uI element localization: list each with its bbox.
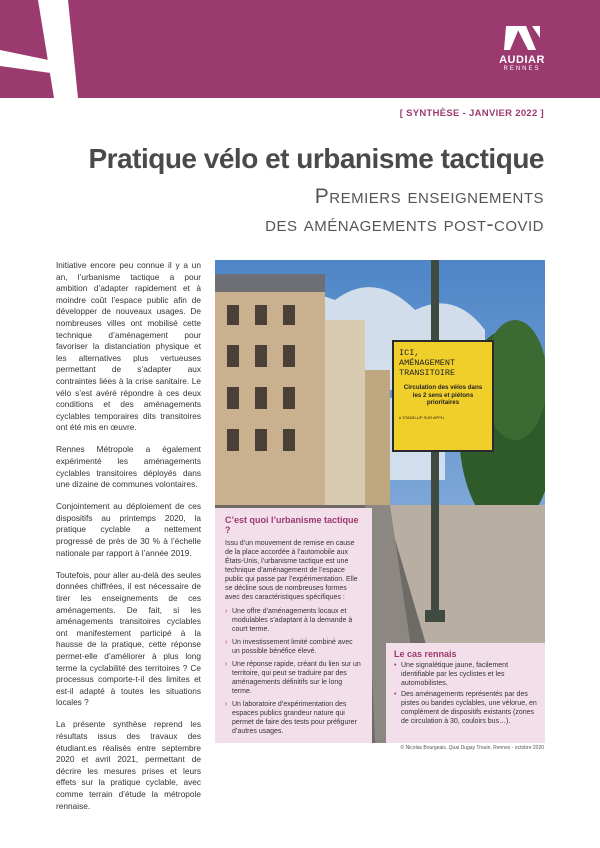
sign-footer: # STAND-UP SUR APPLI [399,414,445,420]
box2-list [394,662,537,727]
sign-title-line-3: TRANSITOIRE [399,368,456,378]
subtitle-line-2: des aménagements post-covid [265,213,544,236]
photo-credit: © Nicolas Bourgeais, Quai Dugay Trouin, Rennes - octobre 2020 [400,745,544,751]
audiar-logo [496,24,548,72]
logo-subtitle: RENNES [503,66,541,72]
logo-mark-icon [502,24,542,52]
box2-heading: Le cas rennais [394,649,457,659]
paragraph-4: Toutefois, pour aller au-delà des seules données chiffrées, il est nécessaire de tirer les enseignements de ces aménagements. De fait, si les aménagements transitoires cyclables ont manifestement participé à la hausse de la pratique, cette réponse permet-elle d’améliorer à plus long terme la cyclabilité des territoires ? Ce processus comporte-t-il des limites et est-il adapté à toutes les situations locales ? [56,569,201,708]
tactical-urbanism-box [215,508,372,743]
subtitle-line-1: Premiers enseignements [314,185,544,208]
list-item: • Une signalétique jaune, facilement identifiable par les cyclistes et les automobilistes. [394,662,537,688]
paragraph-5: La présente synthèse reprend les résultats issus des travaux des étudiant.es réalisés entre septembre 2020 et avril 2021, permettant de décrire les mesures prises et leurs effets sur la pratique cyclable, avec comme terrain d’étude la métropole rennaise. [56,719,201,811]
box1-list [225,607,362,736]
box1-intro: Issu d’un mouvement de remise en cause de la place accordée à l’automobile aux États-Unis, l’urbanisme tactique est une technique d’aménagement de l’espace public qui passe par l’expérimentation. Elle se décline sous de nombreuses formes avec des caractéristiques spécifiques : [225,540,358,601]
list-item: › Un laboratoire d’expérimentation des espaces publics grandeur nature qui permet de faire des tests pour préfigurer d’autres usages. [225,700,362,736]
page-subtitle [265,183,544,239]
sign-body: Circulation des vélos dans les 2 sens et piétons prioritaires [403,384,483,406]
list-item: › Un investissement limité combiné avec un possible bénéfice élevé. [225,638,362,656]
intro-text-column [56,260,201,823]
sign-title-line-1: ICI, [399,348,420,358]
list-item: › Une réponse rapide, créant du lien sur un territoire, qui peut se traduire par des aménagements définitifs sur le long terme. [225,660,362,696]
transitional-sign [392,340,494,452]
paragraph-1: Initiative encore peu connue il y a un an, l’urbanisme tactique a pour ambition d’adapter rapidement et à moindre coût l’espace public afin de développer de nouveaux usages. De nombreuses villes ont mobilisé cette technique d’aménagement pour favoriser la distanciation physique et les alternatives plus vertueuses permettant de s’adapter aux contraintes liées à la crise sanitaire. Le vélo s’est avéré répondre à ces deux conditions et des aménagements cyclables temporaires dits transitoires ont été mis en œuvre. [56,260,201,433]
paragraph-2: Rennes Métropole a également expérimenté les aménagements cyclables transitoires déployés dans une dizaine de communes volontaires. [56,444,201,490]
document-tag: [ SYNTHÈSE - JANVIER 2022 ] [399,108,544,119]
list-item: › Une offre d’aménagements locaux et modulables s’adaptant à la demande à court terme. [225,607,362,634]
rennes-case-box [386,643,545,743]
header-band [0,0,600,98]
list-item: • Des aménagements représentés par des pistes ou bandes cyclables, une vélorue, en complément de dispositifs existants (zones de circulation à 30, couloirs bus…). [394,691,537,726]
paragraph-3: Conjointement au déploiement de ces dispositifs au printemps 2020, la pratique cyclable a nettement progressé de près de 30 % à l’échelle nationale par rapport à l’année 2019. [56,501,201,558]
logo-name: AUDIAR [499,54,545,66]
page-title: Pratique vélo et urbanisme tactique [88,143,544,174]
sign-title-line-2: AMÉNAGEMENT [399,358,456,368]
box1-heading: C’est quoi l’urbanisme tactique ? [225,515,359,535]
